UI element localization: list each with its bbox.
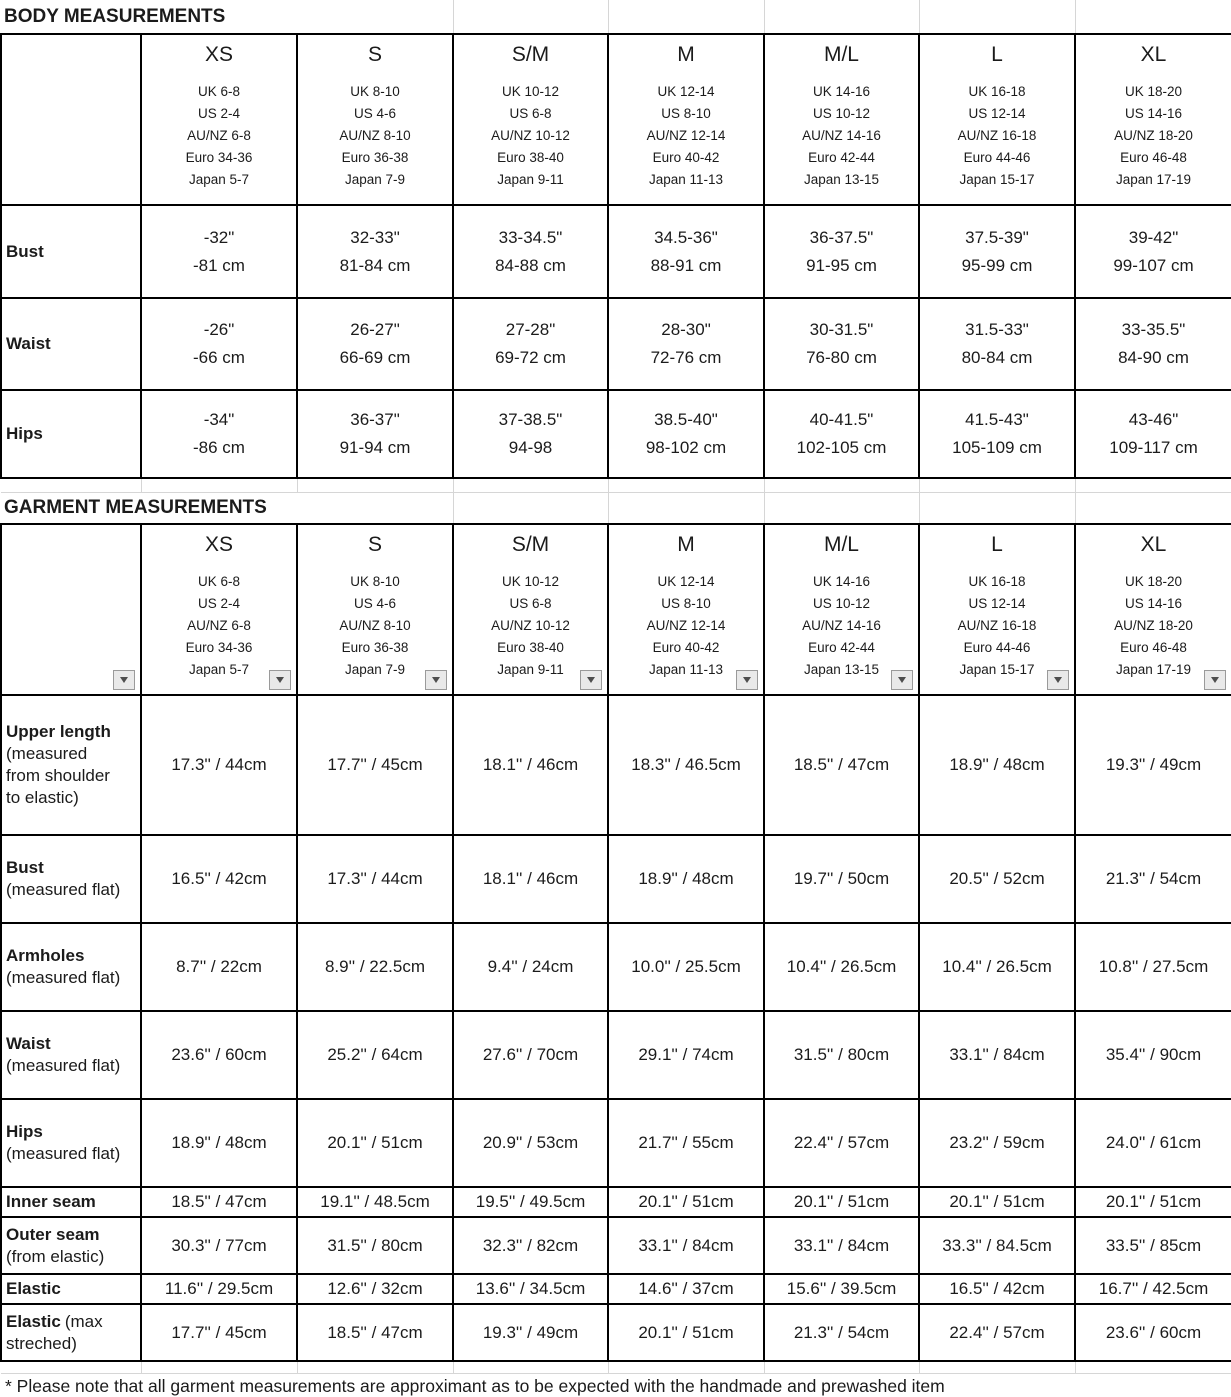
body-size-header-xl bbox=[1075, 34, 1231, 205]
size-conversion-line: AU/NZ 16-18 bbox=[957, 128, 1037, 143]
row-label-hips: Hips bbox=[1, 390, 141, 478]
size-conversion-line: Euro 40-42 bbox=[652, 640, 720, 655]
garment-size-header-ml bbox=[764, 524, 919, 695]
measurement-cell: 33.3'' / 84.5cm bbox=[919, 1217, 1075, 1274]
size-conversion-line: Euro 44-46 bbox=[963, 150, 1031, 165]
size-conversion-line: US 10-12 bbox=[812, 596, 871, 611]
size-conversion-line: AU/NZ 18-20 bbox=[1114, 618, 1193, 633]
measurement-cell: 36-37.5" 91-95 cm bbox=[764, 205, 919, 298]
row-label-hips-flat: Hips (measured flat) bbox=[1, 1099, 141, 1187]
measurement-cell: 20.1'' / 51cm bbox=[608, 1187, 764, 1217]
size-conversion-line: AU/NZ 14-16 bbox=[802, 618, 881, 633]
garment-corner-cell bbox=[1, 524, 141, 695]
measurement-cell: 20.9'' / 53cm bbox=[453, 1099, 608, 1187]
size-conversion-line: UK 14-16 bbox=[812, 574, 871, 589]
size-label: XS bbox=[204, 533, 233, 556]
size-conversions bbox=[765, 571, 918, 681]
size-conversion-line: AU/NZ 12-14 bbox=[646, 128, 726, 143]
size-conversion-line: Japan 15-17 bbox=[959, 172, 1035, 187]
measurement-cell: 20.1'' / 51cm bbox=[297, 1099, 453, 1187]
garment-section-title-row bbox=[1, 492, 1231, 524]
measurement-cell: 33.1'' / 84cm bbox=[608, 1217, 764, 1274]
size-label: S/M bbox=[511, 533, 550, 556]
size-conversion-line: Euro 34-36 bbox=[185, 150, 253, 165]
measurement-cell: 18.1'' / 46cm bbox=[453, 695, 608, 835]
size-conversions bbox=[298, 81, 452, 191]
measurement-cell: 23.6'' / 60cm bbox=[141, 1011, 297, 1099]
garment-row-upper-length bbox=[1, 695, 1231, 835]
size-conversion-line: UK 10-12 bbox=[501, 84, 560, 99]
size-conversion-line: Euro 44-46 bbox=[963, 640, 1031, 655]
measurement-cell: 16.5'' / 42cm bbox=[141, 835, 297, 923]
garment-row-outer-seam bbox=[1, 1217, 1231, 1274]
empty-cell bbox=[764, 1361, 919, 1373]
garment-row-bust bbox=[1, 835, 1231, 923]
measurement-cell: 34.5-36" 88-91 cm bbox=[608, 205, 764, 298]
size-conversions bbox=[765, 81, 918, 191]
size-label: XL bbox=[1140, 533, 1167, 556]
size-conversion-line: Japan 7-9 bbox=[344, 662, 406, 677]
measurement-cell: 13.6'' / 34.5cm bbox=[453, 1274, 608, 1304]
measurement-cell: 33-34.5" 84-88 cm bbox=[453, 205, 608, 298]
dropdown-arrow-icon bbox=[587, 677, 595, 683]
size-conversion-line: AU/NZ 12-14 bbox=[646, 618, 726, 633]
size-conversion-line: Euro 40-42 bbox=[652, 150, 720, 165]
body-size-header-s bbox=[297, 34, 453, 205]
empty-cell bbox=[608, 1361, 764, 1373]
body-corner-cell bbox=[1, 34, 141, 205]
size-conversion-line: Euro 36-38 bbox=[341, 150, 409, 165]
size-conversion-line: Euro 46-48 bbox=[1120, 150, 1187, 165]
size-conversions bbox=[1076, 571, 1231, 681]
garment-size-header-s bbox=[297, 524, 453, 695]
measurement-cell: 22.4'' / 57cm bbox=[919, 1304, 1075, 1361]
filter-dropdown-button[interactable] bbox=[1204, 670, 1226, 690]
size-conversion-line: AU/NZ 10-12 bbox=[491, 128, 570, 143]
size-conversion-line: Japan 7-9 bbox=[344, 172, 406, 187]
empty-cell bbox=[608, 492, 764, 524]
empty-cell bbox=[1075, 1361, 1231, 1373]
measurement-cell: 20.1'' / 51cm bbox=[608, 1304, 764, 1361]
measurement-cell: 18.5'' / 47cm bbox=[297, 1304, 453, 1361]
size-label: M/L bbox=[823, 533, 859, 556]
measurement-cell: 17.7'' / 45cm bbox=[141, 1304, 297, 1361]
filter-dropdown-button[interactable] bbox=[736, 670, 758, 690]
measurement-cell: 33.5'' / 85cm bbox=[1075, 1217, 1231, 1274]
size-conversion-line: Japan 5-7 bbox=[188, 662, 250, 677]
size-conversion-line: US 8-10 bbox=[661, 596, 711, 611]
measurement-cell: 10.4'' / 26.5cm bbox=[764, 923, 919, 1011]
measurement-cell: 17.3'' / 44cm bbox=[141, 695, 297, 835]
size-conversion-line: UK 8-10 bbox=[350, 574, 400, 589]
measurement-cell: 16.5'' / 42cm bbox=[919, 1274, 1075, 1304]
size-conversion-line: US 2-4 bbox=[197, 596, 241, 611]
empty-cell bbox=[1075, 492, 1231, 524]
measurement-cell: 17.7'' / 45cm bbox=[297, 695, 453, 835]
size-label: M bbox=[677, 43, 695, 66]
size-label: L bbox=[991, 43, 1003, 66]
empty-cell bbox=[141, 478, 297, 492]
measurement-cell: 18.9'' / 48cm bbox=[919, 695, 1075, 835]
size-conversion-line: US 14-16 bbox=[1124, 106, 1183, 121]
size-label: S bbox=[367, 43, 382, 66]
dropdown-arrow-icon bbox=[276, 677, 284, 683]
measurement-cell: 17.3'' / 44cm bbox=[297, 835, 453, 923]
measurement-cell: -34" -86 cm bbox=[141, 390, 297, 478]
size-conversions bbox=[1076, 81, 1231, 191]
size-conversions bbox=[298, 571, 452, 681]
dropdown-arrow-icon bbox=[1211, 677, 1219, 683]
empty-cell bbox=[764, 0, 919, 34]
measurement-cell: 33.1'' / 84cm bbox=[919, 1011, 1075, 1099]
empty-cell bbox=[919, 0, 1075, 34]
measurement-cell: 35.4'' / 90cm bbox=[1075, 1011, 1231, 1099]
row-label-upper-length: Upper length (measured from shoulder to elastic) bbox=[1, 695, 141, 835]
row-label-waist: Waist bbox=[1, 298, 141, 390]
size-conversion-line: Japan 13-15 bbox=[803, 662, 880, 677]
size-conversion-line: US 8-10 bbox=[661, 106, 711, 121]
measurement-cell: 22.4'' / 57cm bbox=[764, 1099, 919, 1187]
row-label-bust: Bust bbox=[1, 205, 141, 298]
size-label: S bbox=[367, 533, 382, 556]
size-conversion-line: Japan 13-15 bbox=[803, 172, 880, 187]
empty-cell bbox=[453, 478, 608, 492]
measurement-cell: 19.3'' / 49cm bbox=[453, 1304, 608, 1361]
measurement-cell: 29.1'' / 74cm bbox=[608, 1011, 764, 1099]
body-row-hips bbox=[1, 390, 1231, 478]
measurement-cell: 11.6'' / 29.5cm bbox=[141, 1274, 297, 1304]
measurement-cell: 36-37" 91-94 cm bbox=[297, 390, 453, 478]
measurement-cell: 30-31.5" 76-80 cm bbox=[764, 298, 919, 390]
size-conversion-line: UK 18-20 bbox=[1124, 84, 1183, 99]
size-conversion-line: AU/NZ 8-10 bbox=[339, 618, 411, 633]
size-label: M/L bbox=[823, 43, 859, 66]
measurement-cell: 26-27" 66-69 cm bbox=[297, 298, 453, 390]
garment-row-waist bbox=[1, 1011, 1231, 1099]
measurement-cell: 20.1'' / 51cm bbox=[919, 1187, 1075, 1217]
size-conversions bbox=[920, 81, 1074, 191]
filter-dropdown-button[interactable] bbox=[113, 670, 135, 690]
size-conversion-line: US 12-14 bbox=[968, 596, 1026, 611]
empty-cell bbox=[453, 0, 608, 34]
body-section-title: BODY MEASUREMENTS bbox=[1, 0, 297, 34]
size-conversion-line: AU/NZ 8-10 bbox=[339, 128, 411, 143]
measurement-cell: 21.3'' / 54cm bbox=[764, 1304, 919, 1361]
size-conversion-line: UK 16-18 bbox=[968, 84, 1026, 99]
size-conversion-line: Japan 11-13 bbox=[648, 172, 724, 187]
measurement-cell: 38.5-40" 98-102 cm bbox=[608, 390, 764, 478]
footer-spacer-row bbox=[1, 1361, 1231, 1373]
measurement-cell: 21.7'' / 55cm bbox=[608, 1099, 764, 1187]
size-conversion-line: US 2-4 bbox=[197, 106, 241, 121]
measurement-cell: 10.8'' / 27.5cm bbox=[1075, 923, 1231, 1011]
measurement-cell: 37-38.5" 94-98 bbox=[453, 390, 608, 478]
size-conversion-line: AU/NZ 6-8 bbox=[187, 618, 251, 633]
size-conversion-line: Japan 15-17 bbox=[959, 662, 1035, 677]
row-label-bust-flat: Bust (measured flat) bbox=[1, 835, 141, 923]
measurement-cell: 18.5'' / 47cm bbox=[764, 695, 919, 835]
measurement-cell: 8.9'' / 22.5cm bbox=[297, 923, 453, 1011]
measurement-cell: 39-42" 99-107 cm bbox=[1075, 205, 1231, 298]
garment-row-elastic bbox=[1, 1274, 1231, 1304]
measurement-cell: 33-35.5" 84-90 cm bbox=[1075, 298, 1231, 390]
measurement-cell: 27.6'' / 70cm bbox=[453, 1011, 608, 1099]
size-label: M bbox=[677, 533, 695, 556]
measurement-cell: 32.3'' / 82cm bbox=[453, 1217, 608, 1274]
row-label-armholes: Armholes (measured flat) bbox=[1, 923, 141, 1011]
section-spacer-row bbox=[1, 478, 1231, 492]
measurement-cell: 12.6'' / 32cm bbox=[297, 1274, 453, 1304]
measurement-cell: 20.1'' / 51cm bbox=[1075, 1187, 1231, 1217]
empty-cell bbox=[1, 478, 141, 492]
size-conversion-line: Euro 38-40 bbox=[497, 150, 564, 165]
empty-cell bbox=[297, 0, 453, 34]
footnote-text: * Please note that all garment measurements are approximant as to be expected with the handmade and prewashed item bbox=[1, 1373, 1231, 1397]
empty-cell bbox=[608, 478, 764, 492]
measurement-cell: 27-28" 69-72 cm bbox=[453, 298, 608, 390]
size-conversions bbox=[609, 571, 763, 681]
size-conversion-line: UK 12-14 bbox=[657, 574, 715, 589]
empty-cell bbox=[453, 492, 608, 524]
body-size-header-ml bbox=[764, 34, 919, 205]
size-conversion-line: US 6-8 bbox=[509, 596, 552, 611]
measurement-cell: 10.4'' / 26.5cm bbox=[919, 923, 1075, 1011]
measurement-cell: 37.5-39" 95-99 cm bbox=[919, 205, 1075, 298]
size-label: XL bbox=[1140, 43, 1167, 66]
measurement-cell: -26" -66 cm bbox=[141, 298, 297, 390]
measurement-cell: 24.0'' / 61cm bbox=[1075, 1099, 1231, 1187]
size-conversion-line: Japan 9-11 bbox=[497, 172, 564, 187]
size-conversion-line: UK 14-16 bbox=[812, 84, 871, 99]
measurement-cell: 19.5'' / 49.5cm bbox=[453, 1187, 608, 1217]
filter-dropdown-button[interactable] bbox=[580, 670, 602, 690]
size-conversion-line: Euro 38-40 bbox=[497, 640, 564, 655]
garment-size-header-row bbox=[1, 524, 1231, 695]
measurement-cell: 16.7'' / 42.5cm bbox=[1075, 1274, 1231, 1304]
empty-cell bbox=[919, 478, 1075, 492]
filter-dropdown-button[interactable] bbox=[269, 670, 291, 690]
measurement-cell: 20.5'' / 52cm bbox=[919, 835, 1075, 923]
measurement-cell: 18.3'' / 46.5cm bbox=[608, 695, 764, 835]
measurement-cell: 18.9'' / 48cm bbox=[608, 835, 764, 923]
size-conversion-line: UK 16-18 bbox=[968, 574, 1026, 589]
size-conversion-line: Japan 17-19 bbox=[1115, 172, 1192, 187]
row-label-outer-seam: Outer seam (from elastic) bbox=[1, 1217, 141, 1274]
body-size-header-l bbox=[919, 34, 1075, 205]
empty-cell bbox=[453, 1361, 608, 1373]
measurement-cell: 18.5'' / 47cm bbox=[141, 1187, 297, 1217]
body-row-bust bbox=[1, 205, 1231, 298]
garment-row-elastic-max bbox=[1, 1304, 1231, 1361]
size-conversion-line: UK 6-8 bbox=[197, 84, 241, 99]
size-conversion-line: AU/NZ 14-16 bbox=[802, 128, 881, 143]
empty-cell bbox=[141, 1361, 297, 1373]
garment-size-header-sm bbox=[453, 524, 608, 695]
size-conversion-line: Euro 42-44 bbox=[808, 640, 875, 655]
empty-cell bbox=[764, 492, 919, 524]
measurement-cell: 10.0'' / 25.5cm bbox=[608, 923, 764, 1011]
measurement-cell: 19.7'' / 50cm bbox=[764, 835, 919, 923]
measurement-cell: 19.1'' / 48.5cm bbox=[297, 1187, 453, 1217]
size-conversion-line: UK 6-8 bbox=[197, 574, 241, 589]
row-label-elastic-max: Elastic (max streched) bbox=[1, 1304, 141, 1361]
measurement-cell: 14.6'' / 37cm bbox=[608, 1274, 764, 1304]
size-conversion-line: US 12-14 bbox=[968, 106, 1026, 121]
garment-size-header-xl bbox=[1075, 524, 1231, 695]
empty-cell bbox=[919, 492, 1075, 524]
measurement-cell: 40-41.5" 102-105 cm bbox=[764, 390, 919, 478]
garment-row-hips bbox=[1, 1099, 1231, 1187]
size-conversion-line: Japan 9-11 bbox=[497, 662, 564, 677]
body-row-waist bbox=[1, 298, 1231, 390]
size-conversion-line: UK 12-14 bbox=[657, 84, 715, 99]
footnote-row bbox=[1, 1373, 1231, 1397]
size-conversion-line: AU/NZ 6-8 bbox=[187, 128, 251, 143]
size-conversion-line: Japan 17-19 bbox=[1115, 662, 1192, 677]
measurement-cell: 31.5'' / 80cm bbox=[764, 1011, 919, 1099]
size-conversion-line: UK 18-20 bbox=[1124, 574, 1183, 589]
body-size-header-m bbox=[608, 34, 764, 205]
measurement-cell: 9.4'' / 24cm bbox=[453, 923, 608, 1011]
measurement-cell: 31.5'' / 80cm bbox=[297, 1217, 453, 1274]
empty-cell bbox=[1075, 478, 1231, 492]
size-conversions bbox=[454, 571, 607, 681]
garment-size-header-l bbox=[919, 524, 1075, 695]
measurement-cell: 21.3'' / 54cm bbox=[1075, 835, 1231, 923]
filter-dropdown-button[interactable] bbox=[425, 670, 447, 690]
measurement-cell: 32-33" 81-84 cm bbox=[297, 205, 453, 298]
garment-section-title: GARMENT MEASUREMENTS bbox=[1, 492, 297, 524]
dropdown-arrow-icon bbox=[432, 677, 440, 683]
body-size-header-xs bbox=[141, 34, 297, 205]
size-conversion-line: Euro 36-38 bbox=[341, 640, 409, 655]
size-conversion-line: Euro 34-36 bbox=[185, 640, 253, 655]
dropdown-arrow-icon bbox=[743, 677, 751, 683]
body-size-header-sm bbox=[453, 34, 608, 205]
empty-cell bbox=[1075, 0, 1231, 34]
size-conversion-line: UK 10-12 bbox=[501, 574, 560, 589]
empty-cell bbox=[1, 1361, 141, 1373]
empty-cell bbox=[297, 492, 453, 524]
row-label-elastic: Elastic bbox=[1, 1274, 141, 1304]
dropdown-arrow-icon bbox=[898, 677, 906, 683]
row-label-inner-seam: Inner seam bbox=[1, 1187, 141, 1217]
measurement-cell: 8.7'' / 22cm bbox=[141, 923, 297, 1011]
measurement-cell: 20.1'' / 51cm bbox=[764, 1187, 919, 1217]
row-label-waist-flat: Waist (measured flat) bbox=[1, 1011, 141, 1099]
measurement-cell: 18.9'' / 48cm bbox=[141, 1099, 297, 1187]
size-conversion-line: Japan 5-7 bbox=[188, 172, 250, 187]
dropdown-arrow-icon bbox=[1054, 677, 1062, 683]
measurement-cell: 30.3'' / 77cm bbox=[141, 1217, 297, 1274]
measurement-cell: 23.2'' / 59cm bbox=[919, 1099, 1075, 1187]
garment-size-header-xs bbox=[141, 524, 297, 695]
measurement-cell: 18.1'' / 46cm bbox=[453, 835, 608, 923]
size-conversions bbox=[609, 81, 763, 191]
measurement-cell: 43-46" 109-117 cm bbox=[1075, 390, 1231, 478]
measurement-cell: 23.6'' / 60cm bbox=[1075, 1304, 1231, 1361]
measurement-cell: 41.5-43" 105-109 cm bbox=[919, 390, 1075, 478]
size-conversion-line: Euro 42-44 bbox=[808, 150, 875, 165]
size-conversion-line: AU/NZ 10-12 bbox=[491, 618, 570, 633]
size-label: L bbox=[991, 533, 1003, 556]
empty-cell bbox=[764, 478, 919, 492]
garment-row-inner-seam bbox=[1, 1187, 1231, 1217]
size-conversions bbox=[142, 571, 296, 681]
size-conversion-line: US 14-16 bbox=[1124, 596, 1183, 611]
size-conversions bbox=[142, 81, 296, 191]
size-label: XS bbox=[204, 43, 233, 66]
size-conversions bbox=[920, 571, 1074, 681]
size-conversion-line: US 4-6 bbox=[353, 596, 397, 611]
body-section-title-row bbox=[1, 0, 1231, 34]
size-conversion-line: US 6-8 bbox=[509, 106, 552, 121]
garment-size-header-m bbox=[608, 524, 764, 695]
size-conversion-line: US 4-6 bbox=[353, 106, 397, 121]
measurement-cell: 19.3'' / 49cm bbox=[1075, 695, 1231, 835]
empty-cell bbox=[919, 1361, 1075, 1373]
size-conversion-line: UK 8-10 bbox=[350, 84, 400, 99]
empty-cell bbox=[297, 478, 453, 492]
empty-cell bbox=[297, 1361, 453, 1373]
size-conversion-line: Japan 11-13 bbox=[648, 662, 724, 677]
garment-row-armholes bbox=[1, 923, 1231, 1011]
measurement-cell: 15.6'' / 39.5cm bbox=[764, 1274, 919, 1304]
filter-dropdown-button[interactable] bbox=[1047, 670, 1069, 690]
size-conversion-line: Euro 46-48 bbox=[1120, 640, 1187, 655]
dropdown-arrow-icon bbox=[120, 677, 128, 683]
body-size-header-row bbox=[1, 34, 1231, 205]
size-conversions bbox=[454, 81, 607, 191]
size-conversion-line: AU/NZ 18-20 bbox=[1114, 128, 1193, 143]
size-conversion-line: AU/NZ 16-18 bbox=[957, 618, 1037, 633]
measurement-cell: -32" -81 cm bbox=[141, 205, 297, 298]
measurement-cell: 31.5-33" 80-84 cm bbox=[919, 298, 1075, 390]
filter-dropdown-button[interactable] bbox=[891, 670, 913, 690]
measurement-cell: 33.1'' / 84cm bbox=[764, 1217, 919, 1274]
size-conversion-line: US 10-12 bbox=[812, 106, 871, 121]
empty-cell bbox=[608, 0, 764, 34]
measurement-cell: 25.2'' / 64cm bbox=[297, 1011, 453, 1099]
size-label: S/M bbox=[511, 43, 550, 66]
measurement-cell: 28-30" 72-76 cm bbox=[608, 298, 764, 390]
